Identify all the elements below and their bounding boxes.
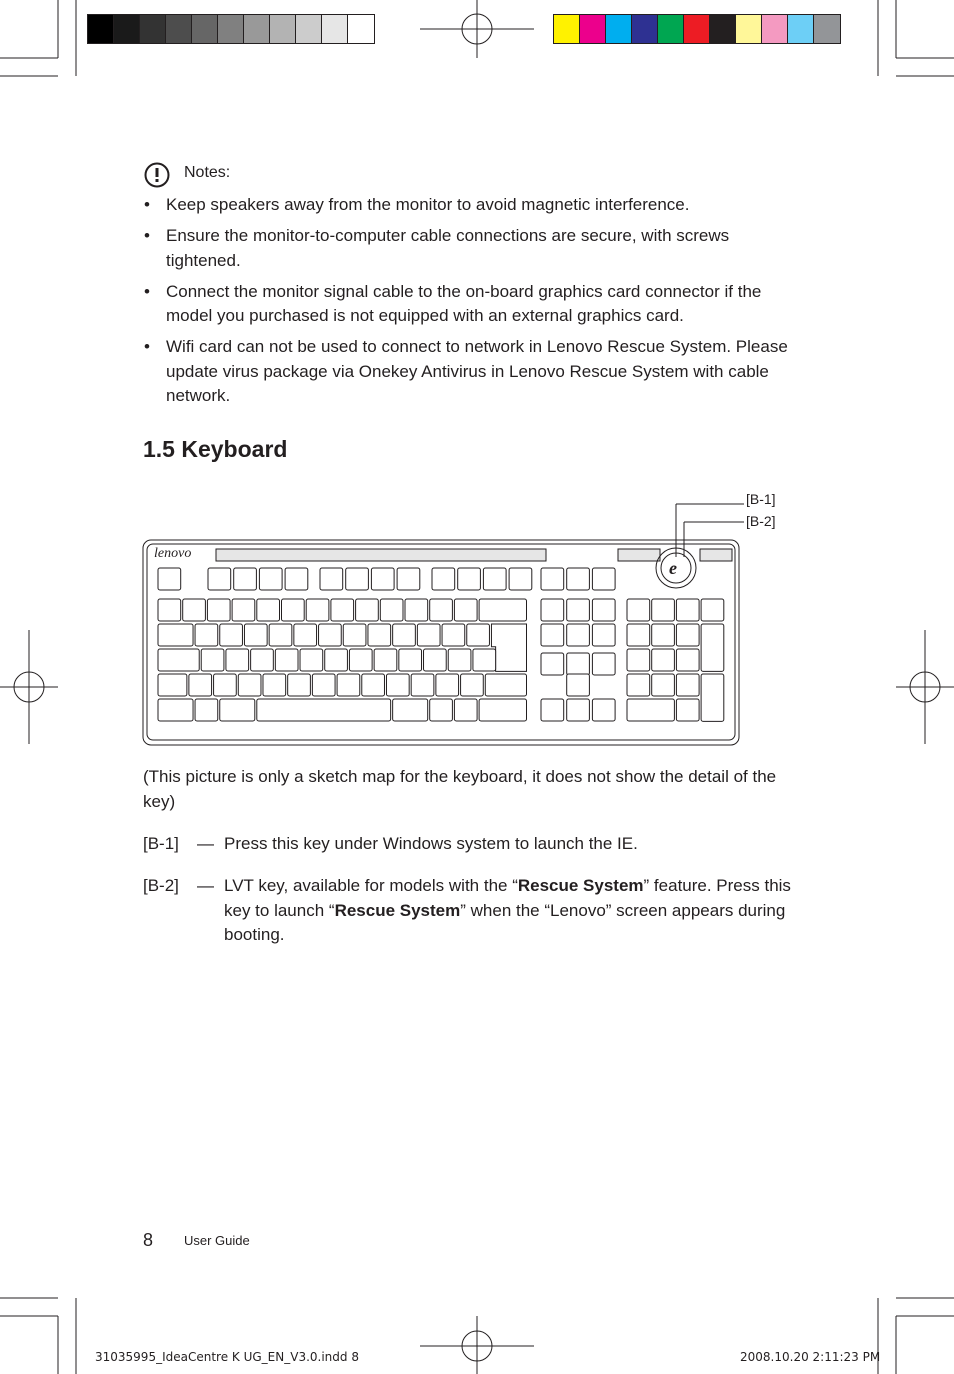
keyboard-key	[275, 649, 298, 671]
keyboard-key	[592, 653, 615, 675]
keyboard-key	[701, 624, 724, 671]
keyboard-key	[259, 568, 282, 590]
note-item: • Keep speakers away from the monitor to avoid magnetic interference.	[143, 193, 803, 218]
keyboard-key	[676, 649, 699, 671]
keyboard-key	[567, 599, 590, 621]
keyboard-key	[158, 568, 181, 590]
keyboard-key	[234, 568, 257, 590]
keyboard-key	[627, 674, 650, 696]
keyboard-key	[652, 624, 675, 646]
keyboard-key	[417, 624, 440, 646]
keyboard-key	[294, 624, 317, 646]
keyboard-key	[380, 599, 403, 621]
keyboard-key	[627, 624, 650, 646]
keyboard-key	[306, 599, 329, 621]
guide-label: User Guide	[184, 1233, 250, 1248]
keyboard-sketch	[140, 495, 744, 750]
keyboard-key	[244, 624, 267, 646]
keyboard-key	[207, 599, 230, 621]
keyboard-key	[325, 649, 348, 671]
page-number: 8	[143, 1230, 154, 1250]
definition-term: [B-1]	[143, 834, 179, 853]
definition-dash: —	[197, 834, 214, 853]
keyboard-key	[214, 674, 237, 696]
definition-text-part: ” when the “Lenovo” screen appears during booting.	[224, 900, 786, 944]
keyboard-key	[158, 649, 199, 671]
keyboard-key	[343, 624, 366, 646]
keyboard-key	[567, 568, 590, 590]
keyboard-key	[592, 624, 615, 646]
keyboard-key	[592, 699, 615, 721]
keyboard-key	[158, 674, 187, 696]
note-item: • Ensure the monitor-to-computer cable connections are secure, with screws tightened.	[143, 224, 803, 273]
keyboard-key	[220, 624, 243, 646]
callout-b2-label: [B-2]	[746, 513, 776, 529]
keyboard-keys	[158, 568, 724, 721]
keyboard-key	[430, 599, 453, 621]
keyboard-key	[362, 674, 385, 696]
keyboard-key	[541, 568, 564, 590]
keyboard-key	[288, 674, 311, 696]
keyboard-key	[405, 599, 428, 621]
keyboard-key	[424, 649, 447, 671]
definition-b1	[143, 832, 803, 857]
keyboard-key	[483, 568, 506, 590]
keyboard-key	[386, 674, 409, 696]
keyboard-key	[368, 624, 391, 646]
keyboard-key	[232, 599, 255, 621]
keyboard-key	[541, 653, 564, 675]
keyboard-key	[541, 599, 564, 621]
keyboard-key	[652, 599, 675, 621]
keyboard-key	[346, 568, 369, 590]
rescue-system-term: Rescue System	[334, 900, 461, 920]
definition-term: [B-2]	[143, 876, 179, 895]
keyboard-key	[158, 699, 193, 721]
keyboard-key	[238, 674, 261, 696]
keyboard-key	[652, 674, 675, 696]
keyboard-key	[220, 699, 255, 721]
keyboard-key	[627, 649, 650, 671]
keyboard-key	[189, 674, 212, 696]
keyboard-key	[676, 624, 699, 646]
keyboard-key	[676, 674, 699, 696]
keyboard-key	[592, 599, 615, 621]
speaker-grille	[216, 549, 546, 561]
keyboard-key	[393, 699, 428, 721]
section-heading: 1.5 Keyboard	[143, 436, 288, 462]
keyboard-key	[627, 699, 674, 721]
definition-text	[224, 874, 803, 948]
keyboard-key	[208, 568, 231, 590]
keyboard-key	[320, 568, 343, 590]
figure-caption: (This picture is only a sketch map for the keyboard, it does not show the detail of the key)	[143, 767, 777, 811]
rescue-system-term: Rescue System	[517, 876, 644, 895]
enter-key	[491, 624, 526, 671]
keyboard-key	[269, 624, 292, 646]
keyboard-key	[436, 674, 459, 696]
keyboard-key	[473, 649, 496, 671]
keyboard-key	[567, 653, 590, 675]
keyboard-key	[467, 624, 490, 646]
keyboard-key	[454, 599, 477, 621]
keyboard-key	[567, 674, 590, 696]
slug-date: 2008.10.20 2:11:23 PM	[740, 1350, 881, 1364]
keyboard-key	[282, 599, 305, 621]
keyboard-key	[479, 599, 526, 621]
keyboard-key	[312, 674, 335, 696]
keyboard-key	[701, 674, 724, 721]
definition-text-part: LVT key, available for models with the “	[224, 876, 518, 895]
keyboard-key	[411, 674, 434, 696]
keyboard-key	[567, 624, 590, 646]
keyboard-key	[461, 674, 484, 696]
callout-b1-label: [B-1]	[746, 491, 776, 507]
keyboard-key	[442, 624, 465, 646]
keyboard-key	[263, 674, 286, 696]
definition-text: Press this key under Windows system to launch the IE.	[224, 834, 638, 853]
keyboard-key	[592, 568, 615, 590]
keyboard-key	[226, 649, 249, 671]
notes-title: Notes:	[184, 164, 231, 181]
keyboard-key	[195, 699, 218, 721]
keyboard-key	[201, 649, 224, 671]
keyboard-key	[701, 599, 724, 621]
keyboard-key	[393, 624, 416, 646]
keyboard-key	[331, 599, 354, 621]
keyboard-key	[158, 599, 181, 621]
note-item: • Connect the monitor signal cable to the on-board graphics card connector if the model you purchased is not equipped with an external graphics card.	[143, 280, 803, 329]
keyboard-key	[676, 699, 699, 721]
keyboard-key	[251, 649, 274, 671]
definition-b2	[143, 874, 803, 948]
keyboard-key	[541, 699, 564, 721]
keyboard-key	[300, 649, 323, 671]
keyboard-key	[158, 624, 193, 646]
keyboard-key	[676, 599, 699, 621]
keyboard-key	[454, 699, 477, 721]
keyboard-key	[356, 599, 379, 621]
keyboard-key	[183, 599, 206, 621]
keyboard-key	[432, 568, 455, 590]
slug-file: 31035995_IdeaCentre K UG_EN_V3.0.indd 8	[95, 1350, 359, 1364]
keyboard-key	[567, 699, 590, 721]
keyboard-key	[349, 649, 372, 671]
keyboard-key	[195, 624, 218, 646]
svg-text:e: e	[669, 558, 677, 578]
keyboard-key	[652, 649, 675, 671]
keyboard-key	[397, 568, 420, 590]
keyboard-key	[319, 624, 342, 646]
warning-icon	[144, 162, 170, 188]
keyboard-key	[374, 649, 397, 671]
keyboard-key	[485, 674, 526, 696]
keyboard-key	[399, 649, 422, 671]
definition-dash: —	[197, 876, 214, 895]
keyboard-key	[337, 674, 360, 696]
keyboard-key	[627, 599, 650, 621]
keyboard-key	[371, 568, 394, 590]
definition-text-part: ” feature. Press this key to launch “	[224, 876, 791, 920]
notes-list	[143, 193, 803, 415]
keyboard-key	[257, 599, 280, 621]
keyboard-key	[541, 624, 564, 646]
keyboard-key	[479, 699, 526, 721]
note-item: • Wifi card can not be used to connect to network in Lenovo Rescue System. Please update virus package via Onekey Antivirus in Lenovo Rescue System with cable network.	[143, 335, 803, 409]
keyboard-brand: lenovo	[154, 546, 192, 561]
keyboard-key	[430, 699, 453, 721]
keyboard-key	[285, 568, 308, 590]
keyboard-key	[458, 568, 481, 590]
keyboard-key	[509, 568, 532, 590]
keyboard-key	[257, 699, 391, 721]
keyboard-key	[448, 649, 471, 671]
